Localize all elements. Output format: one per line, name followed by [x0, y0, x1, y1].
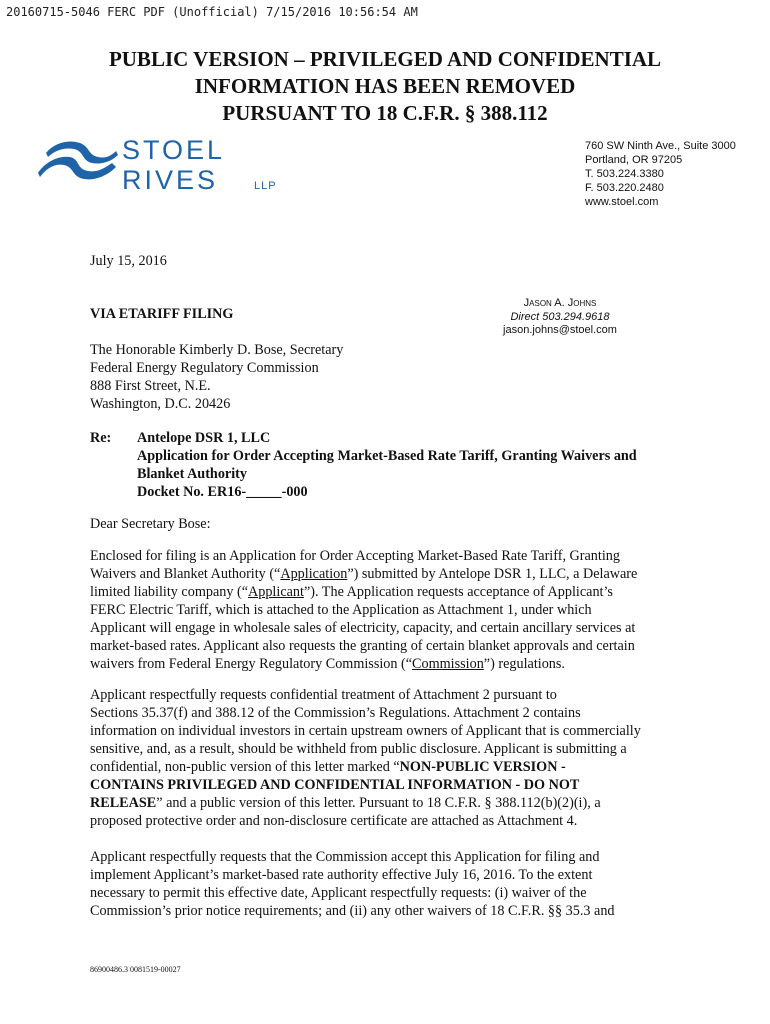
- confidential-marking: RELEASE: [90, 795, 157, 811]
- p1-line: waivers from Federal Energy Regulatory Commission (“Commission”) regulations.: [90, 656, 565, 672]
- p1-line: FERC Electric Tariff, which is attached to the Application as Attachment 1, under which: [90, 602, 592, 618]
- author-block: [470, 297, 650, 338]
- re-subject: [137, 429, 637, 501]
- p2-line: information on individual investors in certain upstream owners of Applicant that is commercially: [90, 723, 641, 739]
- re-label: Re:: [90, 430, 112, 446]
- recipient-line-2: Federal Energy Regulatory Commission: [90, 360, 319, 376]
- p1-line: market-based rates. Applicant also requests the granting of certain blanket approvals and certain: [90, 638, 635, 654]
- firm-phone: T. 503.224.3380: [585, 168, 664, 180]
- p1-line: Enclosed for filing is an Application for Order Accepting Market-Based Rate Tariff, Granting: [90, 548, 620, 564]
- p2-line: Sections 35.37(f) and 388.12 of the Commission’s Regulations. Attachment 2 contains: [90, 705, 581, 721]
- p2-line: [90, 776, 690, 794]
- public-version-banner: [40, 46, 730, 127]
- p2-line: sensitive, and, as a result, should be withheld from public disclosure. Applicant is submitting a: [90, 741, 627, 757]
- re-line-2: Application for Order Accepting Market-Based Rate Tariff, Granting Waivers and: [137, 448, 637, 464]
- delivery-method: VIA ETARIFF FILING: [90, 306, 234, 322]
- p2-line: RELEASE” and a public version of this letter. Pursuant to 18 C.F.R. § 388.112(b)(2)(i), a: [90, 795, 601, 811]
- defined-term: Commission: [412, 656, 484, 672]
- author-email: jason.johns@stoel.com: [503, 324, 617, 336]
- salutation: Dear Secretary Bose:: [90, 516, 211, 532]
- river-swoosh-icon: [38, 141, 118, 179]
- firm-address-block: [585, 139, 736, 209]
- document-id-footer: 86900486.3 0081519-00027: [90, 965, 181, 974]
- author-direct-phone: Direct 503.294.9618: [510, 310, 610, 323]
- paragraph-1: [90, 547, 690, 673]
- p1-line: Applicant will engage in wholesale sales of electricity, capacity, and certain ancillary services at: [90, 620, 636, 636]
- re-line-1: Antelope DSR 1, LLC: [137, 430, 271, 446]
- p1-line: limited liability company (“Applicant”). The Application requests acceptance of Applicant’s: [90, 584, 613, 600]
- recipient-line-1: The Honorable Kimberly D. Bose, Secretary: [90, 342, 344, 358]
- banner-line-3: PURSUANT TO 18 C.F.R. § 388.112: [222, 101, 548, 125]
- recipient-address: [90, 341, 343, 413]
- logo-word-rives: RIVES: [122, 165, 219, 193]
- stoel-rives-logo: [36, 133, 296, 193]
- defined-term: Application: [280, 566, 348, 582]
- p3-line: Applicant respectfully requests that the Commission accept this Application for filing and: [90, 849, 600, 865]
- logo-suffix-llp: LLP: [254, 180, 277, 192]
- firm-city: Portland, OR 97205: [585, 154, 683, 166]
- banner-line-2: INFORMATION HAS BEEN REMOVED: [194, 74, 576, 98]
- firm-street: 760 SW Ninth Ave., Suite 3000: [585, 140, 736, 152]
- ferc-header-stamp: 20160715-5046 FERC PDF (Unofficial) 7/15/2016 10:56:54 AM: [6, 5, 418, 19]
- recipient-line-4: Washington, D.C. 20426: [90, 396, 231, 412]
- author-name: Jason A. Johns: [523, 297, 597, 309]
- firm-fax: F. 503.220.2480: [585, 182, 664, 194]
- logo-word-stoel: STOEL: [122, 135, 226, 165]
- p3-line: Commission’s prior notice requirements; and (ii) any other waivers of 18 C.F.R. §§ 35.3 and: [90, 903, 615, 919]
- re-line-4: Docket No. ER16-_____-000: [137, 484, 308, 500]
- re-line-3: Blanket Authority: [137, 466, 247, 482]
- firm-website: www.stoel.com: [585, 196, 659, 208]
- confidential-marking: NON-PUBLIC VERSION -: [399, 759, 566, 775]
- p3-line: necessary to permit this effective date, Applicant respectfully requests: (i) waiver of the: [90, 885, 587, 901]
- p2-line: Applicant respectfully requests confidential treatment of Attachment 2 pursuant to: [90, 687, 557, 703]
- paragraph-2: [90, 686, 690, 830]
- recipient-line-3: 888 First Street, N.E.: [90, 378, 211, 394]
- paragraph-3: [90, 848, 690, 920]
- p2-line: proposed protective order and non-disclosure certificate are attached as Attachment 4.: [90, 813, 578, 829]
- p3-line: implement Applicant’s market-based rate authority effective July 16, 2016. To the extent: [90, 867, 593, 883]
- letter-date: July 15, 2016: [90, 253, 167, 269]
- p2-line: confidential, non-public version of this letter marked “NON-PUBLIC VERSION -: [90, 759, 566, 775]
- defined-term: Applicant: [248, 584, 304, 600]
- p1-line: Waivers and Blanket Authority (“Application”) submitted by Antelope DSR 1, LLC, a Delaware: [90, 566, 638, 582]
- banner-line-1: PUBLIC VERSION – PRIVILEGED AND CONFIDENTIAL: [108, 47, 662, 71]
- confidential-marking: CONTAINS PRIVILEGED AND CONFIDENTIAL INFORMATION - DO NOT: [90, 777, 580, 793]
